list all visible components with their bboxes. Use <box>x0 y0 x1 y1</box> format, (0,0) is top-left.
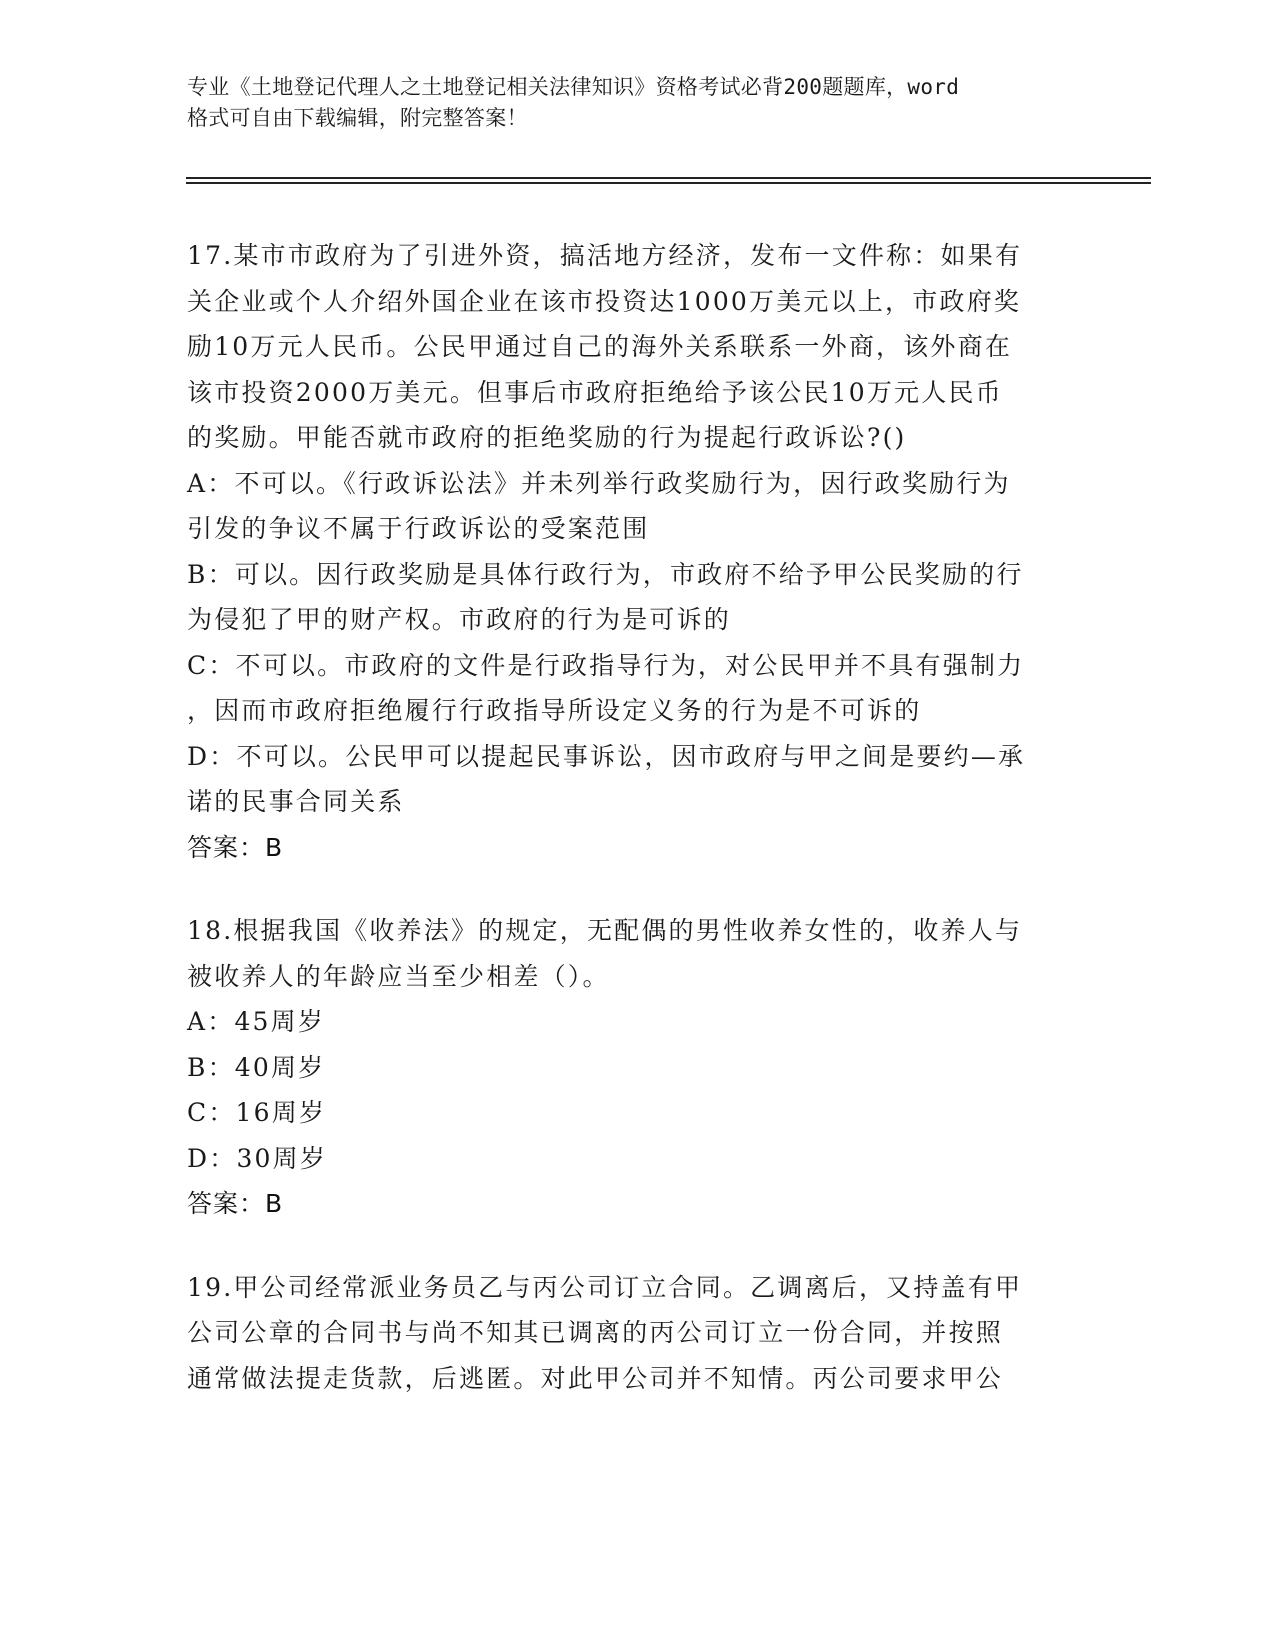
question-list <box>187 233 1067 1439</box>
answer-label: 答案：B <box>187 832 284 862</box>
header-divider-bottom <box>186 182 1151 184</box>
option-d-line: D：不可以。公民甲可以提起民事诉讼，因市政府与甲之间是要约—承 <box>187 741 1026 771</box>
option-b-line: B：40周岁 <box>187 1052 326 1082</box>
header-line-1: 专业《土地登记代理人之土地登记相关法律知识》资格考试必背200题题库，word <box>187 75 960 99</box>
question-text-line: 18.根据我国《收养法》的规定，无配偶的男性收养女性的，收养人与 <box>187 916 1023 945</box>
question-text-line: 关企业或个人介绍外国企业在该市投资达1000万美元以上，市政府奖 <box>187 286 1022 316</box>
header-line-2: 格式可自由下载编辑，附完整答案！ <box>187 106 528 130</box>
option-c-line: C：16周岁 <box>187 1098 327 1127</box>
option-a-line: A：不可以。《行政诉讼法》并未列举行政奖励行为，因行政奖励行为 <box>187 468 1011 498</box>
option-d-line: 诺的民事合同关系 <box>187 787 405 816</box>
question-19 <box>187 1265 1067 1402</box>
option-c-line: C：不可以。市政府的文件是行政指导行为，对公民甲并不具有强制力 <box>187 650 1025 680</box>
option-a-line: 引发的争议不属于行政诉讼的受案范围 <box>187 514 650 543</box>
option-a-line: A：45周岁 <box>187 1007 326 1036</box>
question-text-line: 励10万元人民币。公民甲通过自己的海外关系联系一外商，该外商在 <box>187 332 1013 361</box>
option-b-line: B：可以。因行政奖励是具体行政行为，市政府不给予甲公民奖励的行 <box>187 559 1024 589</box>
option-b-line: 为侵犯了甲的财产权。市政府的行为是可诉的 <box>187 605 732 634</box>
question-18 <box>187 908 1067 1227</box>
question-text-line: 被收养人的年龄应当至少相差（）。 <box>187 961 610 991</box>
question-17 <box>187 233 1067 870</box>
question-text-line: 的奖励。甲能否就市政府的拒绝奖励的行为提起行政诉讼?() <box>187 423 907 452</box>
header-divider-top <box>186 177 1151 179</box>
option-d-line: D：30周岁 <box>187 1143 328 1173</box>
question-text-line: 该市投资2000万美元。但事后市政府拒绝给予该公民10万元人民币 <box>187 377 1003 407</box>
option-c-line: ，因而市政府拒绝履行行政指导所设定义务的行为是不可诉的 <box>187 696 922 725</box>
document-header <box>187 72 1087 134</box>
answer-label: 答案：B <box>187 1189 284 1218</box>
question-text-line: 通常做法提走货款，后逃匿。对此甲公司并不知情。丙公司要求甲公 <box>187 1363 1004 1393</box>
question-text-line: 17.某市市政府为了引进外资，搞活地方经济，发布一文件称：如果有 <box>187 241 1023 270</box>
question-text-line: 19.甲公司经常派业务员乙与丙公司订立合同。乙调离后，又持盖有甲 <box>187 1272 1023 1302</box>
question-text-line: 公司公章的合同书与尚不知其已调离的丙公司订立一份合同，并按照 <box>187 1318 1004 1347</box>
